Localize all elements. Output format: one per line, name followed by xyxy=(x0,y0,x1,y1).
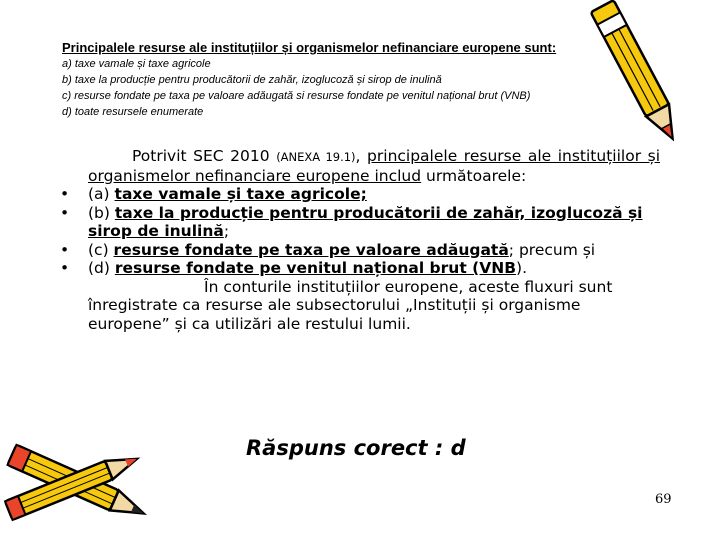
explanation-intro xyxy=(88,147,660,185)
correct-answer: Răspuns corect : d xyxy=(246,436,466,460)
item-b-link[interactable]: taxe la producție pentru producătorii de zahăr, izoglucoză și sirop de inulină xyxy=(88,203,643,240)
list-item: • (c) resurse fondate pe taxa pe valoare adăugată; precum și xyxy=(60,241,660,260)
intro-separator: , xyxy=(355,147,368,165)
explanation xyxy=(60,147,660,333)
question-option-b: b) taxe la producție pentru producătorii de zahăr, izoglucoză și sirop de inulină xyxy=(62,74,442,86)
item-c-link[interactable]: resurse fondate pe taxa pe valoare adăugată xyxy=(113,240,509,259)
item-a-link[interactable]: taxe vamale și taxe agricole; xyxy=(114,185,367,203)
intro-text: Potrivit SEC 2010 xyxy=(132,147,277,165)
question-option-d: d) toate resursele enumerate xyxy=(62,106,204,118)
explanation-closing: În conturile instituțiilor europene, aceste fluxuri sunt înregistrate ca resurse ale subsectorului „Instituții și organisme europene” și ca utilizări ale restului lumii. xyxy=(88,277,613,333)
item-d-link[interactable]: resurse fondate pe venitul național brut (VNB xyxy=(114,259,517,277)
options-list xyxy=(60,185,660,278)
list-item: • (d) resurse fondate pe venitul național brut (VNB). xyxy=(60,259,660,278)
crossed-pencils-icon xyxy=(0,428,160,540)
list-item: • (a) taxe vamale și taxe agricole; xyxy=(60,185,660,204)
pencil-icon xyxy=(588,0,694,150)
intro-reference: (ANEXA 19.1) xyxy=(276,150,356,164)
list-item: • (b) taxe la producție pentru producătorii de zahăr, izoglucoză și sirop de inulină; xyxy=(60,204,660,241)
question-option-c: c) resurse fondate pe taxa pe valoare adăugată si resurse fondate pe venitul național brut (VNB) xyxy=(62,90,531,102)
intro-tail: următoarele: xyxy=(421,166,527,185)
question-option-a: a) taxe vamale și taxe agricole xyxy=(62,58,211,70)
question-title: Principalele resurse ale instituțiilor și organismelor nefinanciare europene sunt: xyxy=(62,40,557,55)
intro-link[interactable]: principalele resurse ale instituțiilor și organismelor nefinanciare europene includ xyxy=(88,147,661,185)
page-number: 69 xyxy=(655,492,672,507)
